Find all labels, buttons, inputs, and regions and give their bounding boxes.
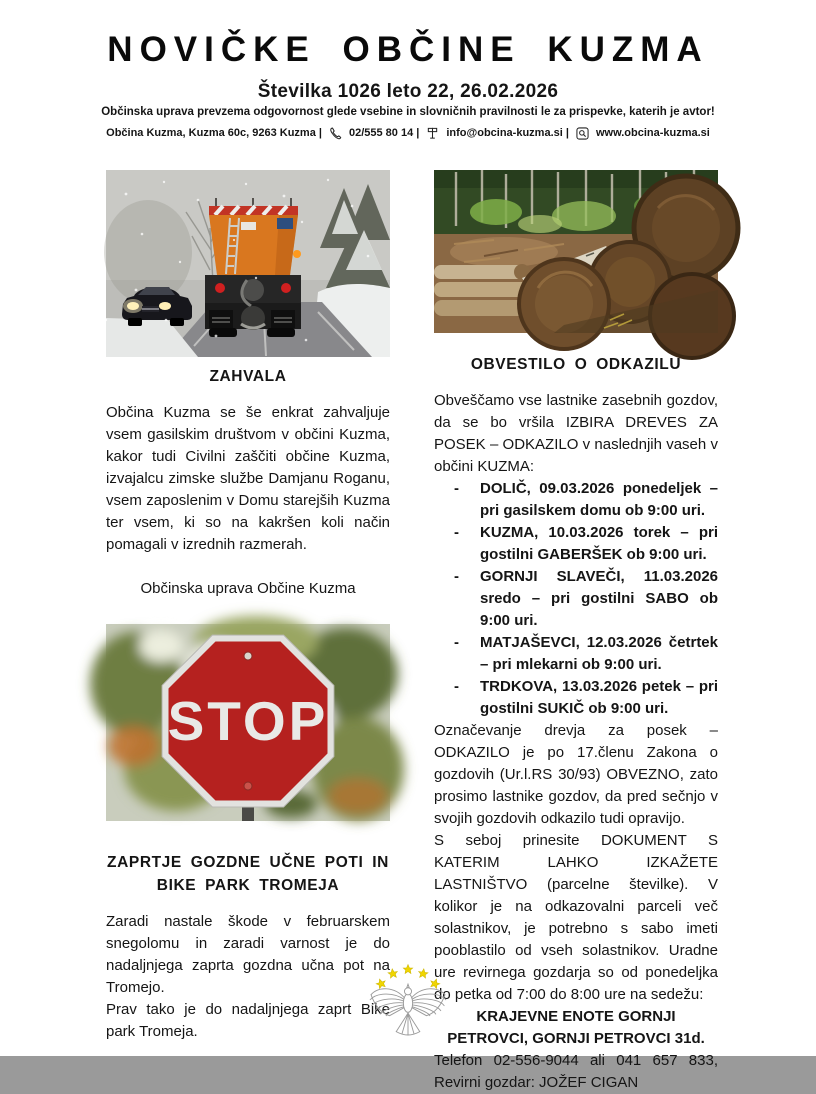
zahvala-paragraph: Občina Kuzma se še enkrat zahvaljuje vsem gasilskim društvom v občini Kuzma, kakor tudi Civilni zaščiti občine Kuzma, izvajalcu zimske službe Damjanu Roganu, vsem zaposlenim v Domu starejših Kuzma ter vsem, ki so na kakršen koli način pomagali v izrednih razmerah. — [106, 404, 390, 553]
snow-plow-photo — [106, 170, 390, 357]
issue-line: Številka 1026 leto 22, 26.02.2026 — [257, 81, 559, 102]
zahvala-signature: Občinska uprava Občine Kuzma — [140, 580, 356, 597]
dove-with-stars-icon — [366, 960, 450, 1042]
zaprtje-paragraph-1: Zaradi nastale škode v februarskem snegolomu in zaradi varnost je do nadaljnjega zaprta gozdna učna pot na Tromejo. — [106, 913, 390, 996]
list-marker: - — [454, 480, 459, 497]
contact-phone: 02/555 80 14 | — [348, 127, 420, 139]
list-item — [454, 522, 718, 566]
section-heading-zahvala: ZAHVALA — [209, 368, 287, 385]
section-heading-zaprtje: ZAPRTJE GOZDNE UČNE POTI IN BIKE PARK TROMEJA — [107, 854, 389, 894]
obvestilo-paragraph-2: Označevanje drevja za posek – ODKAZILO je po 17.členu Zakona o gozdovih (Ur.l.RS 30/93) OBVEZNO, zato prosimo lastnike gozdov, da pred sečnjo v svojih gozdovih odkazilo tudi opravijo. — [434, 722, 718, 827]
municipality-logo — [366, 960, 450, 1047]
schedule-entry: KUZMA, 10.03.2026 torek – pri gostilni GABERŠEK ob 9:00 uri. — [480, 524, 718, 563]
list-marker: - — [454, 634, 459, 651]
search-icon — [576, 127, 589, 140]
stop-sign-photo — [106, 624, 390, 821]
schedule-entry: MATJAŠEVCI, 12.03.2026 četrtek – pri mlekarni ob 9:00 uri. — [480, 634, 718, 673]
schedule-entry: GORNJI SLAVEČI, 11.03.2026 sredo – pri gostilni SABO ob 9:00 uri. — [480, 568, 718, 629]
schedule-entry: DOLIČ, 09.03.2026 ponedeljek – pri gasilskem domu ob 9:00 uri. — [480, 480, 718, 519]
schedule-entry: TRDKOVA, 13.03.2026 petek – pri gostilni SUKIČ ob 9:00 uri. — [480, 678, 718, 717]
email-icon — [426, 126, 439, 140]
odkazilo-schedule-list — [434, 478, 718, 720]
contact-email: info@obcina-kuzma.si | — [446, 127, 569, 139]
right-column — [434, 170, 718, 1094]
list-marker: - — [454, 524, 459, 541]
contact-address: Občina Kuzma, Kuzma 60c, 9263 Kuzma | — [106, 127, 322, 139]
obvestilo-intro: Obveščamo vse lastnike zasebnih gozdov, da se bo vršila IZBIRA DREVES ZA POSEK – ODKAZILO v naslednjih vaseh v občini KUZMA: — [434, 392, 718, 475]
zaprtje-paragraph-2: Prav tako je do nadaljnjega zaprt Bike park Tromeja. — [106, 1001, 390, 1040]
contact-line — [0, 126, 816, 140]
list-item — [454, 676, 718, 720]
list-marker: - — [454, 568, 459, 585]
logs-photo — [434, 170, 718, 333]
page-title: NOVIČKE OBČINE KUZMA — [107, 30, 709, 69]
list-marker: - — [454, 678, 459, 695]
obvestilo-paragraph-4: Telefon 02-556-9044 ali 041 657 833, Revirni gozdar: JOŽEF CIGAN — [434, 1052, 718, 1091]
content-columns — [106, 170, 718, 1094]
newsletter-header — [0, 28, 816, 140]
disclaimer-text: Občinska uprava prevzema odgovornost glede vsebine in slovničnih pravilnosti le za prispevke, katerih je avtor! — [101, 106, 715, 118]
list-item — [454, 478, 718, 522]
contact-website: www.obcina-kuzma.si — [595, 127, 710, 139]
forestry-office-address: KRAJEVNE ENOTE GORNJI PETROVCI, GORNJI PETROVCI 31d. — [447, 1008, 705, 1047]
section-heading-obvestilo: OBVESTILO O ODKAZILU — [470, 356, 682, 373]
list-item — [454, 566, 718, 632]
obvestilo-paragraph-3: S seboj prinesite DOKUMENT S KATERIM LAHKO IZKAŽETE LASTNIŠTVO (parcelne številke). V kolikor je na odkazovalni parceli več solastnikov, je potrebno s sabo imeti pooblastilo od vseh solastnikov. Uradne ure revirnega gozdarja so od ponedeljka do petka od 7:00 do 8:00 ure na sedežu: — [434, 832, 718, 1003]
left-column — [106, 170, 390, 1094]
list-item — [454, 632, 718, 676]
svg-text:STOP: STOP — [167, 690, 329, 752]
phone-icon — [329, 127, 342, 140]
